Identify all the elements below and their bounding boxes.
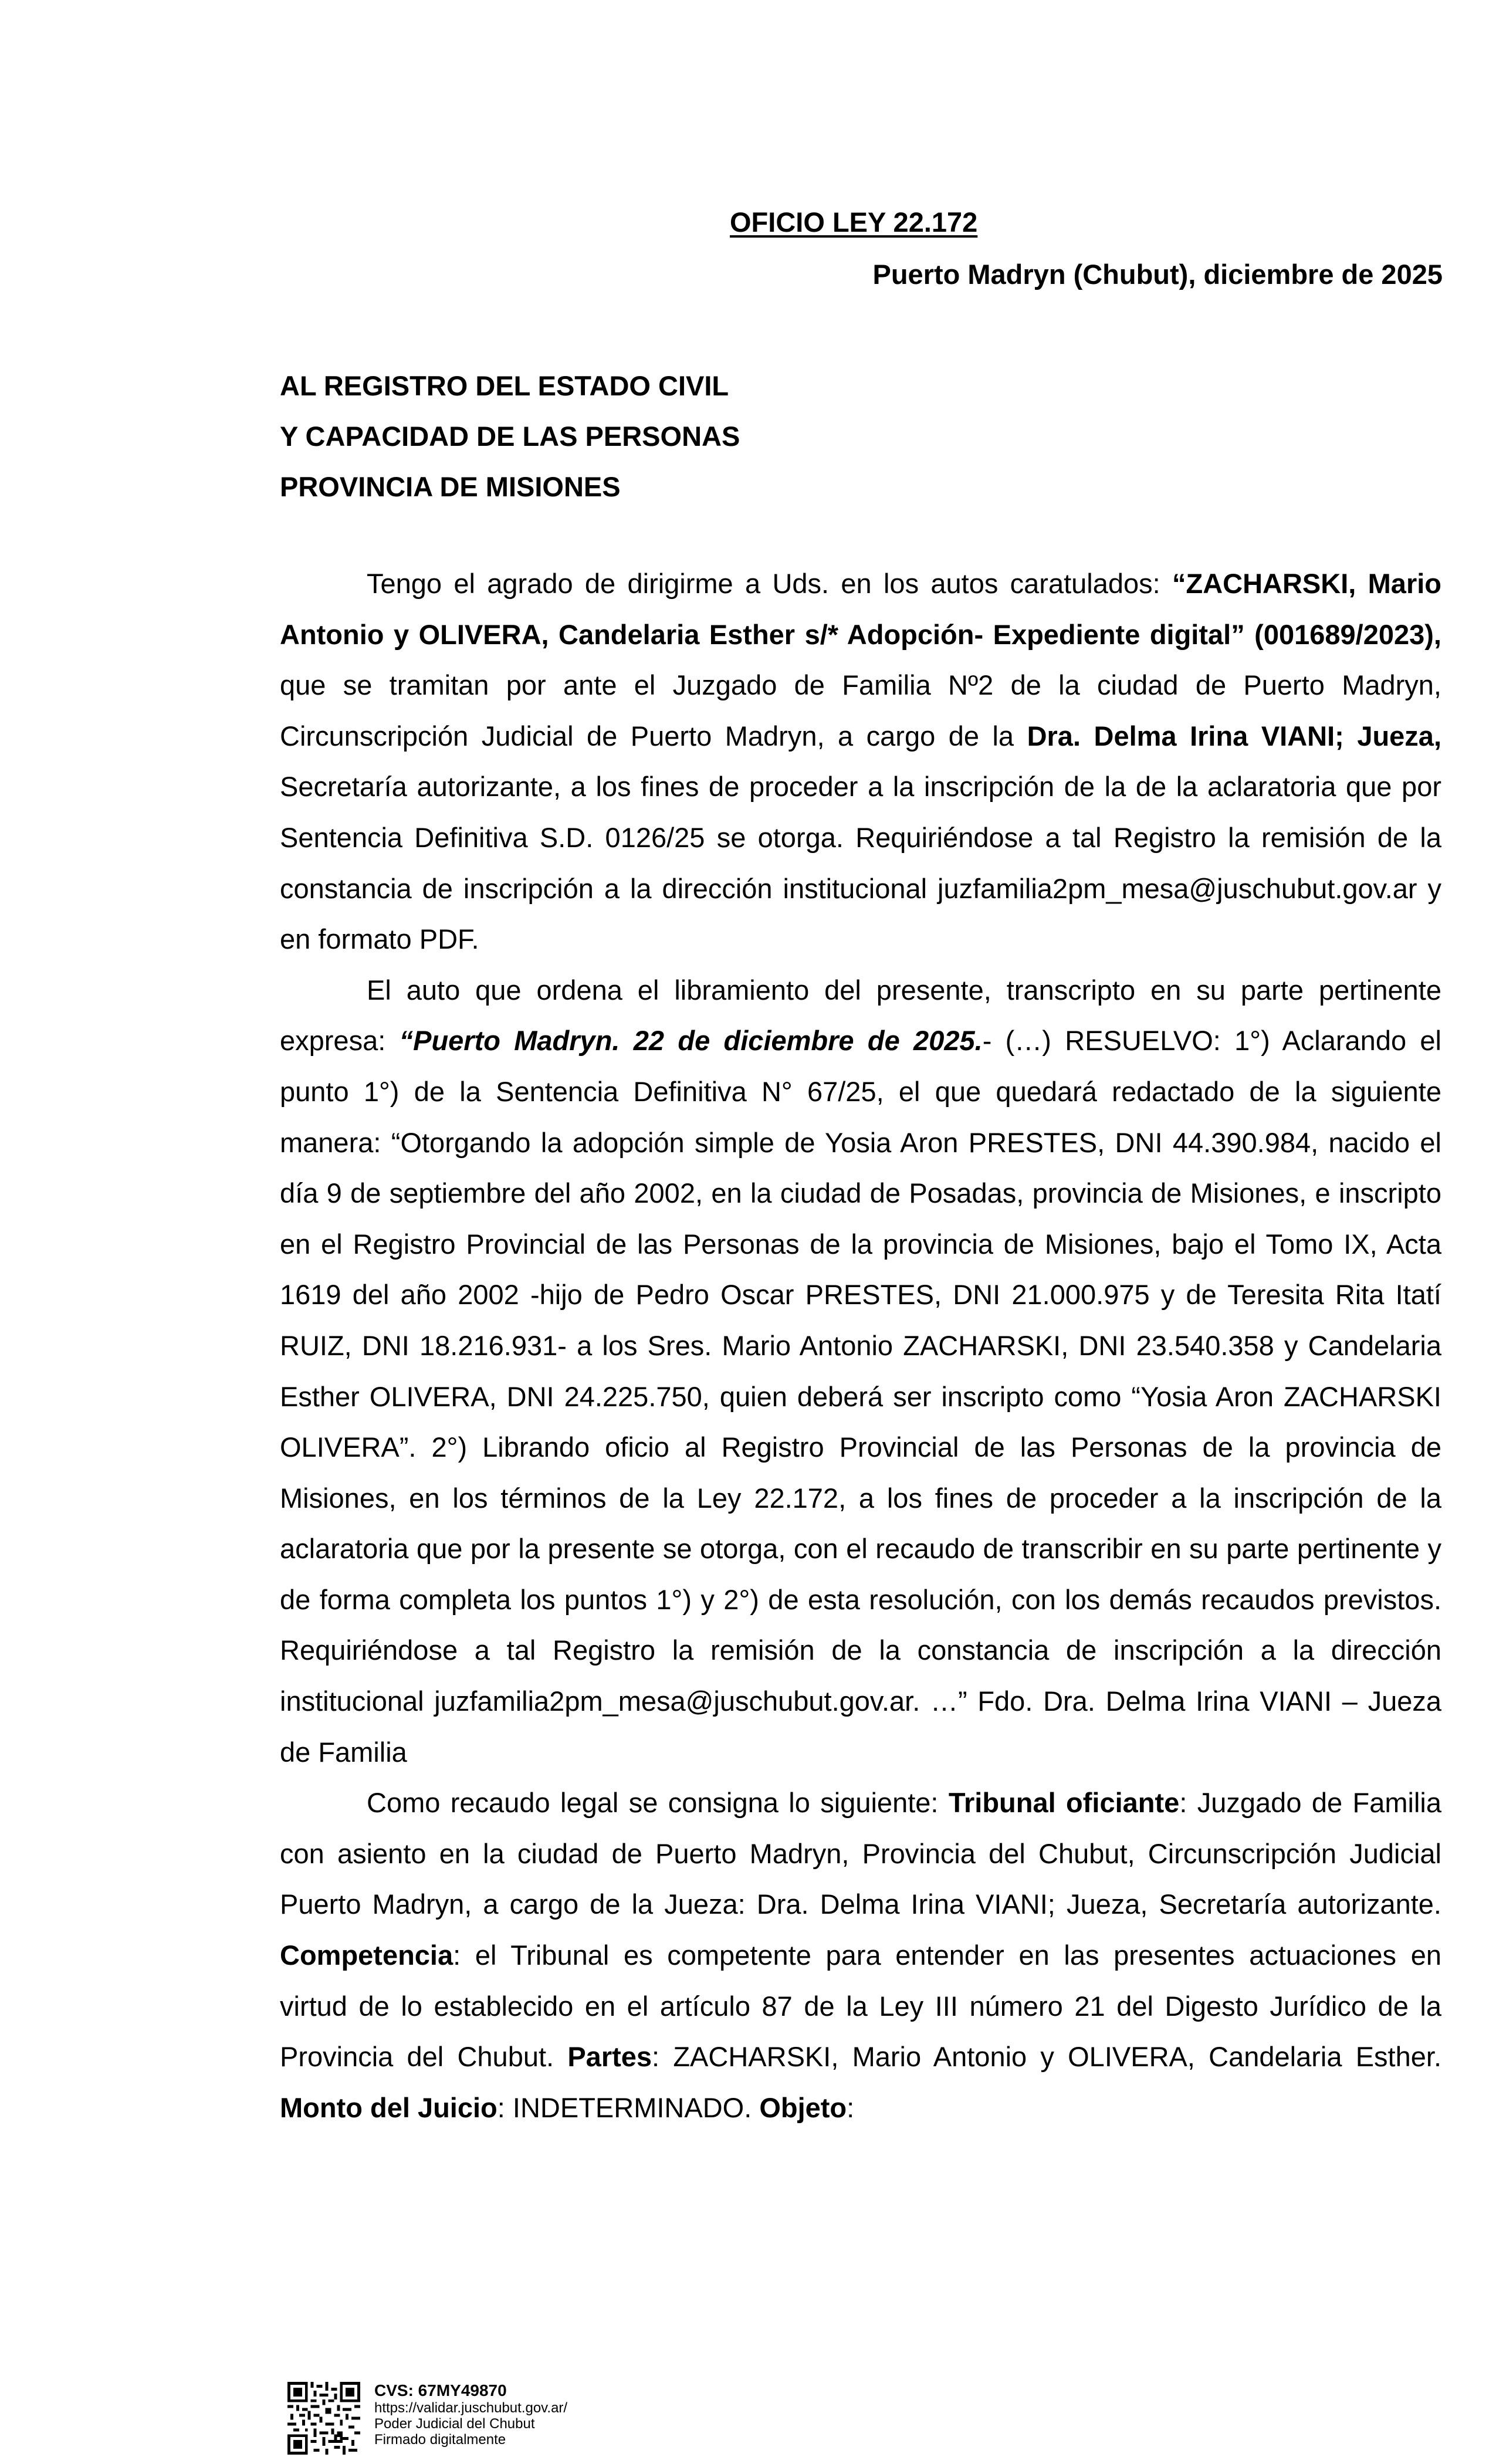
validation-url[interactable]: https://validar.juschubut.gov.ar/ [374,2400,568,2416]
addressee-line: Y CAPACIDAD DE LAS PERSONAS [280,421,740,452]
text-run: El auto que ordena el libramiento del presente, transcripto en su parte pertinente expresa: [280,974,1441,1057]
place-date: Puerto Madryn (Chubut), diciembre de 2025 [872,259,1443,290]
document-title: OFICIO LEY 22.172 [730,207,978,238]
text-run: : [847,2091,855,2123]
label-monto: Monto del Juicio [280,2091,497,2123]
text-run: Tengo el agrado de dirigirme a Uds. en los autos caratulados: [367,568,1173,599]
label-tribunal: Tribunal oficiante [948,1787,1180,1819]
text-run: : ZACHARSKI, Mario Antonio y OLIVERA, Candelaria Esther. [652,2041,1441,2073]
text-run: : INDETERMINADO. [497,2091,760,2123]
resolution-date: “Puerto Madryn. 22 de diciembre de 2025. [399,1025,983,1057]
document-body [280,559,1441,2133]
addressee-line: AL REGISTRO DEL ESTADO CIVIL [280,370,729,401]
digital-signature-note: Firmado digitalmente [374,2432,506,2448]
text-run: Secretaría autorizante, a los fines de proceder a la inscripción de la de la aclaratoria que por Sentencia Definitiva S.D. 0126/25 se otorga. Requiriéndose a tal Registro la remisión de la constancia de inscripción a la dirección institucional juzfamilia2pm_mesa@juschubut.gov.ar y en formato PDF. [280,771,1441,955]
qr-code-icon [287,2382,360,2455]
label-objeto: Objeto [759,2091,847,2123]
paragraph-requirements [280,1778,1441,2133]
signature-info [374,2381,567,2448]
paragraph-resolution [280,965,1441,1778]
addressee-line: PROVINCIA DE MISIONES [280,471,621,502]
judge-name: Dra. Delma Irina VIANI; Jueza, [1027,720,1441,752]
addressee-block [280,361,740,512]
text-run: Como recaudo legal se consigna lo siguiente: [367,1787,949,1819]
text-run: que se tramitan por ante el Juzgado de Familia Nº2 de la ciudad de Puerto Madryn, Circunscripción Judicial de Puerto Madryn, a cargo de la [280,669,1441,752]
label-competencia: Competencia [280,1940,453,1971]
text-run: - (…) RESUELVO: 1°) Aclarando el punto 1°) de la Sentencia Definitiva N° 67/25, el que quedará redactado de la siguiente manera: “Otorgando la adopción simple de Yosia Aron PRESTES, DNI 44.390.984, nacido el día 9 de septiembre del año 2002, en la ciudad de Posadas, provincia de Misiones, e inscripto en el Registro Provincial de las Personas de la provincia de Misiones, bajo el Tomo IX, Acta 1619 del año 2002 -hijo de Pedro Oscar PRESTES, DNI 21.000.975 y de Teresita Rita Itatí RUIZ, DNI 18.216.931- a los Sres. Mario Antonio ZACHARSKI, DNI 23.540.358 y Candelaria Esther OLIVERA, DNI 24.225.750, quien deberá ser inscripto como “Yosia Aron ZACHARSKI OLIVERA”. 2°) Librando oficio al Registro Provincial de las Personas de la provincia de Misiones, en los términos de la Ley 22.172, a los fines de proceder a la inscripción de la aclaratoria que por la presente se otorga, con el recaudo de transcribir en su parte pertinente y de forma completa los puntos 1°) y 2°) de esta resolución, con los demás recaudos previstos. Requiriéndose a tal Registro la remisión de la constancia de inscripción a la dirección institucional juzfamilia2pm_mesa@juschubut.gov.ar. …” Fdo. Dra. Delma Irina VIANI – Jueza de Familia [280,1025,1441,1768]
label-partes: Partes [567,2041,652,2073]
case-caption: “ZACHARSKI, Mario Antonio y OLIVERA, Candelaria Esther s/* Adopción- Expediente digital” (001689/2023), [280,568,1441,650]
issuing-organization: Poder Judicial del Chubut [374,2416,535,2432]
text-run: : Juzgado de Familia con asiento en la ciudad de Puerto Madryn, Provincia del Chubut, Circunscripción Judicial Puerto Madryn, a cargo de la Jueza: Dra. Delma Irina VIANI; Jueza, Secretaría autorizante. [280,1787,1442,1920]
text-run: : el Tribunal es competente para entender en las presentes actuaciones en virtud de lo establecido en el artículo 87 de la Ley III número 21 del Digesto Jurídico de la Provincia del Chubut. [280,1940,1441,2073]
cvs-code: CVS: 67MY49870 [374,2381,507,2399]
paragraph-intro [280,559,1441,965]
